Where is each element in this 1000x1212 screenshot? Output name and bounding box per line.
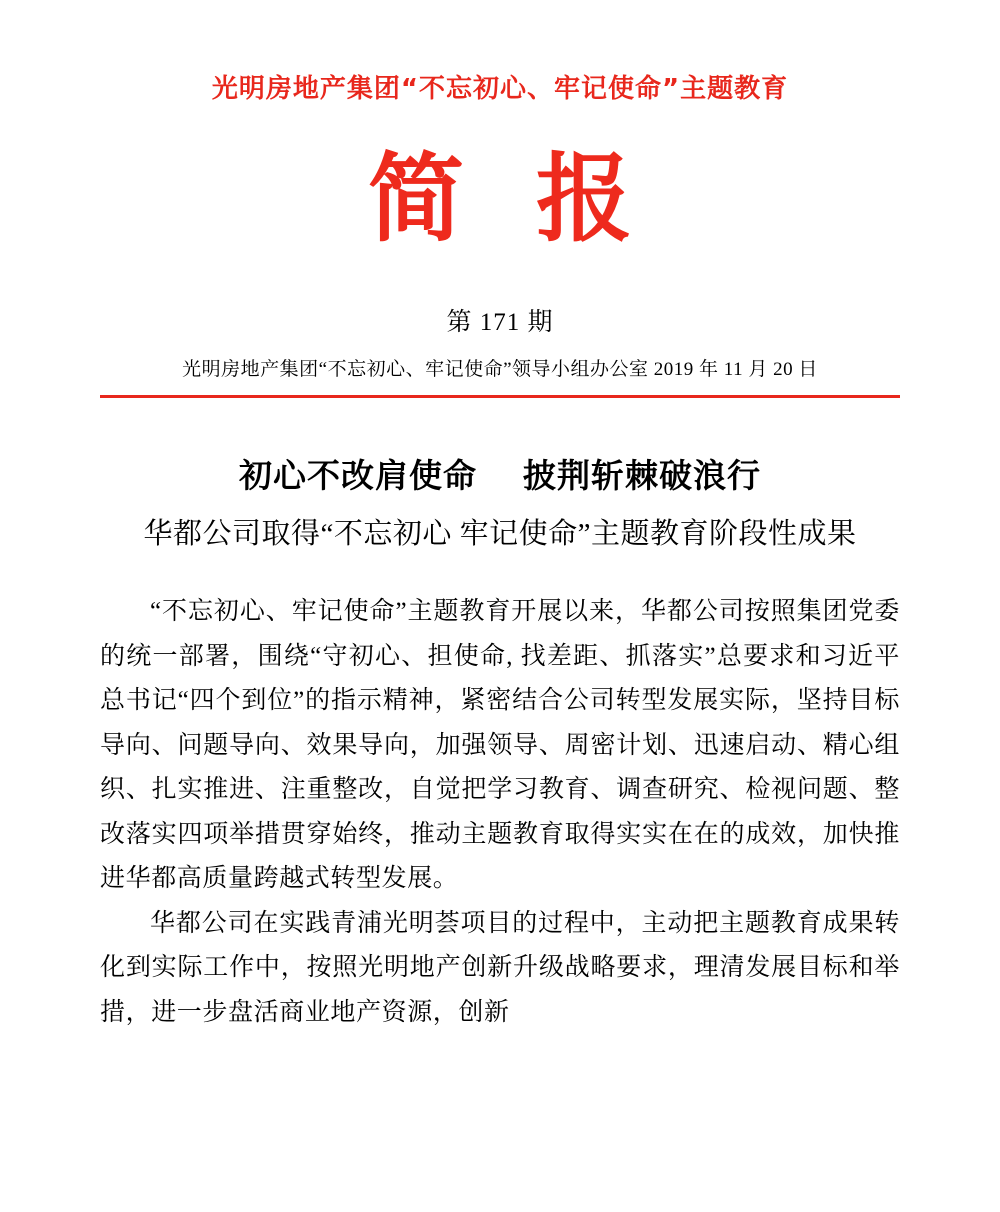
headline-left: 初心不改肩使命	[239, 455, 477, 495]
headline-right: 披荆斩棘破浪行	[523, 455, 761, 495]
body-paragraph: “不忘初心、牢记使命”主题教育开展以来，华都公司按照集团党委的统一部署，围绕“守初心、担使命, 找差距、抓落实”总要求和习近平总书记“四个到位”的指示精神，紧密结合公司转型发展实际，坚持目标导向、问题导向、效果导向，加强领导、周密计划、迅速启动、精心组织、扎实推进、注重整改，自觉把学习教育、调查研究、检视问题、整改落实四项举措贯穿始终，推动主题教育取得实实在在的成效，加快推进华都高质量跨越式转型发展。	[100, 598, 900, 893]
body-paragraph: 华都公司在实践青浦光明荟项目的过程中，主动把主题教育成果转化到实际工作中，按照光明地产创新升级战略要求，理清发展目标和举措，进一步盘活商业地产资源，创新	[100, 909, 900, 1026]
issue-number: 第 171 期	[446, 308, 554, 336]
red-divider	[100, 395, 900, 398]
article-headline	[100, 450, 900, 497]
publisher-byline: 光明房地产集团“不忘初心、牢记使命”领导小组办公室 2019 年 11 月 20 日	[182, 358, 818, 380]
article-body	[100, 590, 900, 1035]
masthead-title: 光明房地产集团“不忘初心、牢记使命”主题教育	[211, 74, 789, 104]
article-subhead: 华都公司取得“不忘初心 牢记使命”主题教育阶段性成果	[143, 517, 857, 550]
page-title: 简报	[368, 143, 704, 256]
